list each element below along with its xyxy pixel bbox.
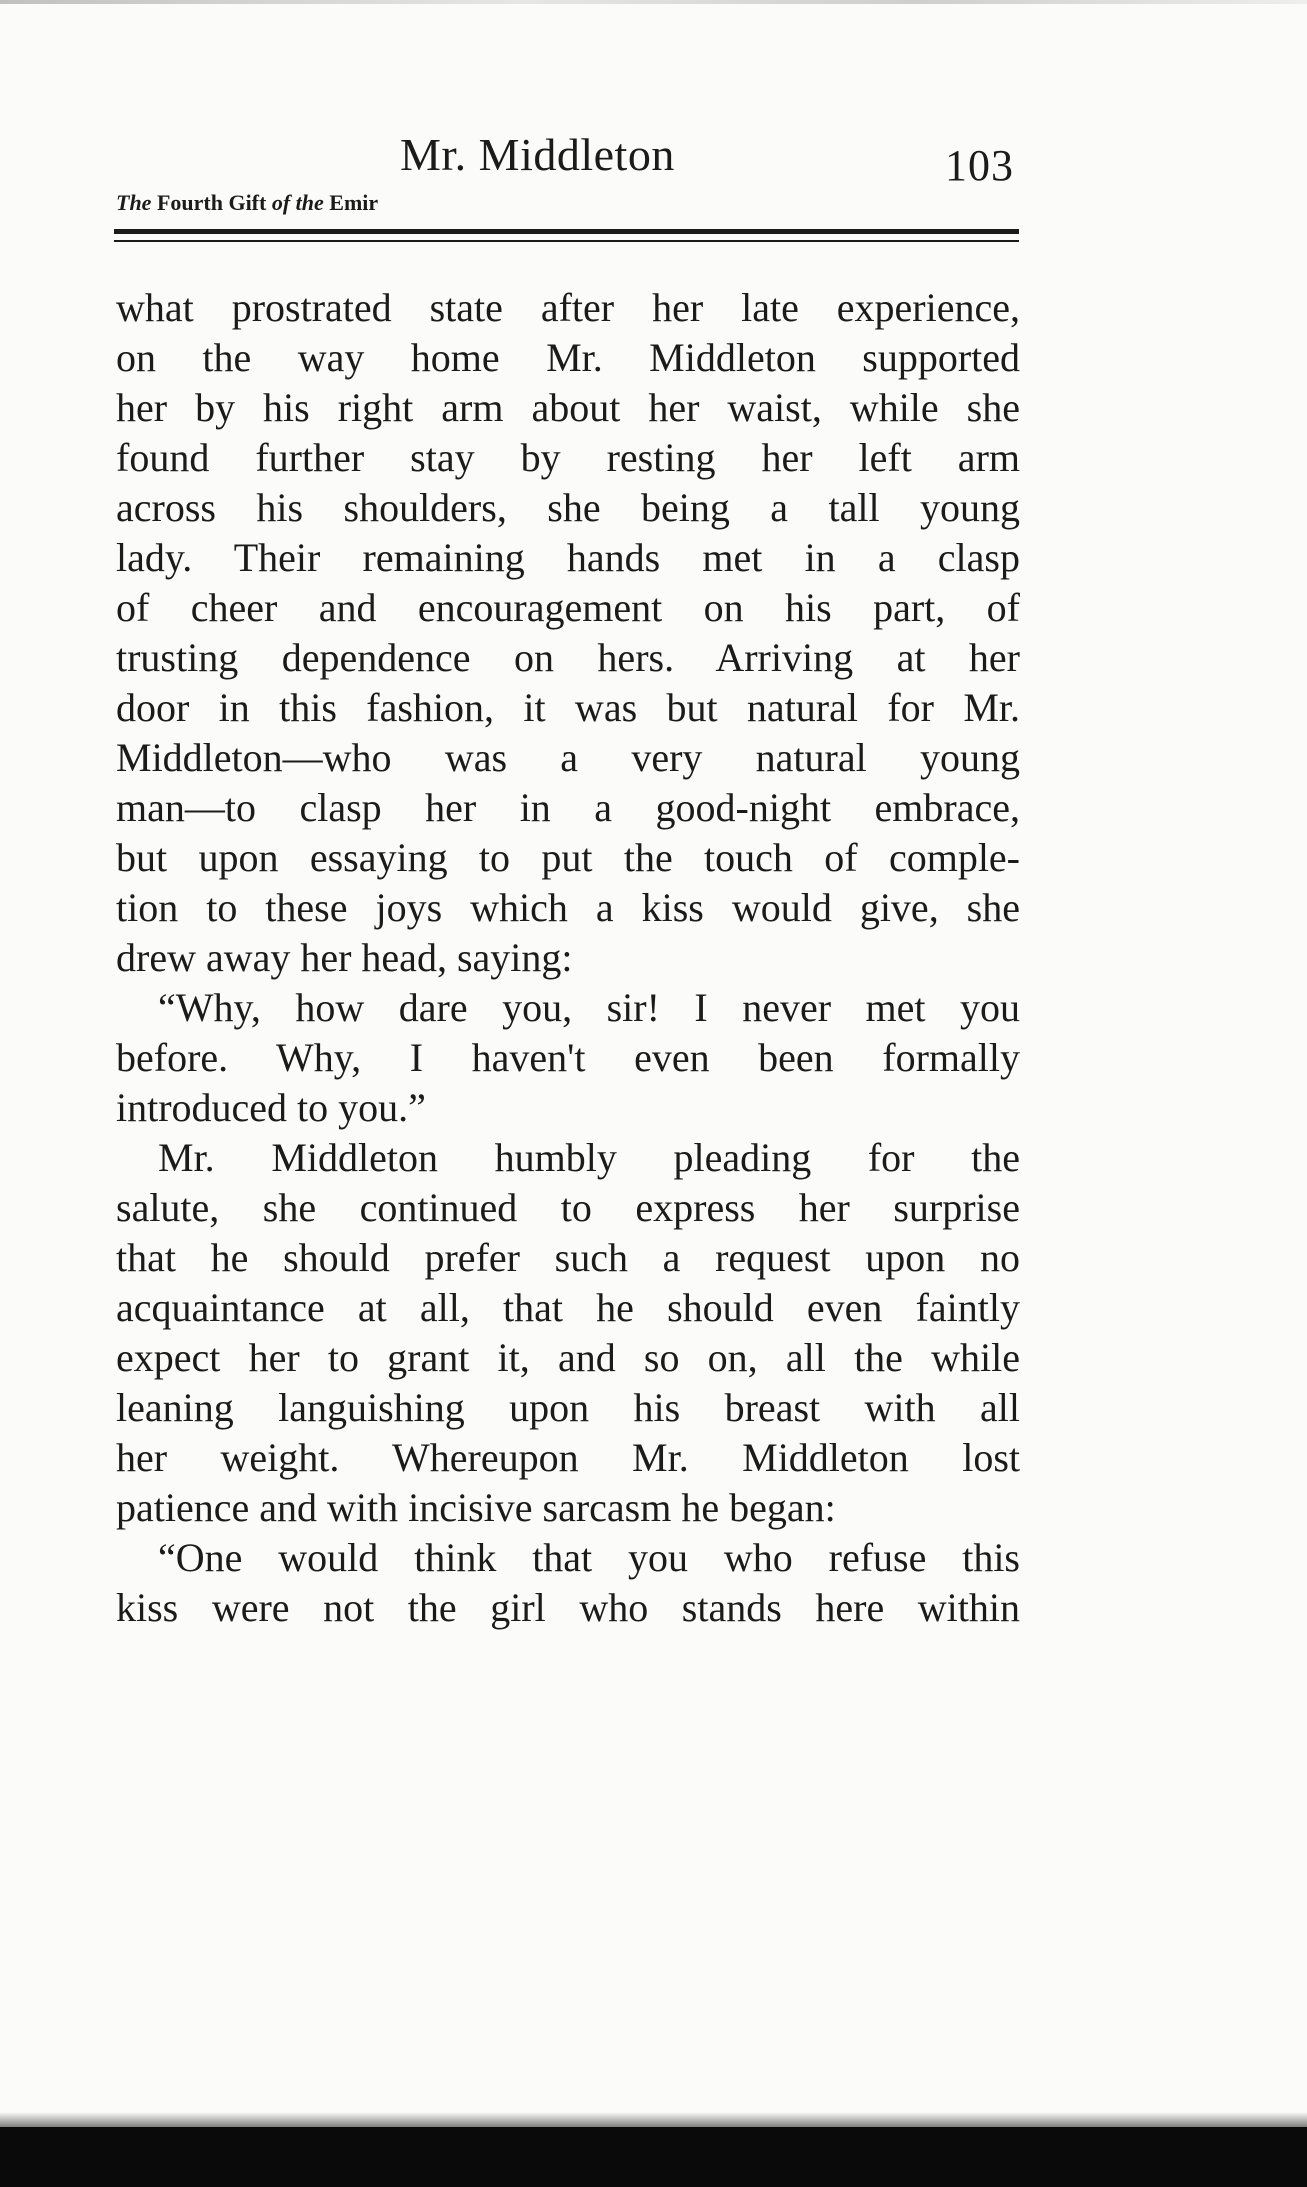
- text-line: that he should prefer such a request upon no: [116, 1235, 1020, 1280]
- section-subtitle: [116, 190, 378, 216]
- text-line: introduced to you.”: [116, 1085, 426, 1130]
- text-line: kiss were not the girl who stands here within: [116, 1585, 1020, 1630]
- text-line: Middleton—who was a very natural young: [116, 735, 1020, 780]
- text-line: patience and with incisive sarcasm he began:: [116, 1485, 836, 1530]
- text-line: door in this fashion, it was but natural for Mr.: [116, 685, 1020, 730]
- text-line: trusting dependence on hers. Arriving at her: [116, 635, 1020, 680]
- text-line: salute, she continued to express her surprise: [116, 1185, 1020, 1230]
- subtitle-of-the: of the: [271, 190, 324, 215]
- text-line: “Why, how dare you, sir! I never met you: [158, 985, 1020, 1030]
- text-line: tion to these joys which a kiss would give, she: [116, 885, 1020, 930]
- header-rule-thin: [114, 240, 1019, 242]
- text-line: drew away her head, saying:: [116, 935, 573, 980]
- header-rule-thick: [114, 229, 1019, 234]
- body-text: [116, 283, 1020, 1633]
- text-line: of cheer and encouragement on his part, of: [116, 585, 1020, 630]
- page-number: 103: [945, 141, 1014, 190]
- text-line: lady. Their remaining hands met in a clasp: [116, 535, 1020, 580]
- text-line: before. Why, I haven't even been formally: [116, 1035, 1020, 1080]
- text-line: expect her to grant it, and so on, all the while: [116, 1335, 1020, 1380]
- running-title: Mr. Middleton: [400, 129, 675, 180]
- text-line: leaning languishing upon his breast with all: [116, 1385, 1020, 1430]
- text-line: “One would think that you who refuse this: [158, 1535, 1020, 1580]
- page-top-edge: [0, 0, 1307, 4]
- subtitle-emir: Emir: [329, 190, 379, 215]
- text-line: man—to clasp her in a good-night embrace,: [116, 785, 1020, 830]
- text-line: Mr. Middleton humbly pleading for the: [158, 1135, 1020, 1180]
- text-line: found further stay by resting her left arm: [116, 435, 1020, 480]
- text-line: on the way home Mr. Middleton supported: [116, 335, 1020, 380]
- text-line: her weight. Whereupon Mr. Middleton lost: [116, 1435, 1020, 1480]
- subtitle-the: The: [116, 190, 152, 215]
- scan-bottom-fade: [0, 2112, 1307, 2128]
- text-line: what prostrated state after her late experience,: [116, 285, 1020, 330]
- subtitle-fourth-gift: Fourth Gift: [156, 190, 267, 215]
- text-line: across his shoulders, she being a tall young: [116, 485, 1020, 530]
- text-line: but upon essaying to put the touch of comple-: [116, 835, 1020, 880]
- text-line: her by his right arm about her waist, while she: [116, 385, 1020, 430]
- text-line: acquaintance at all, that he should even faintly: [116, 1285, 1020, 1330]
- scan-bottom-band: [0, 2127, 1307, 2187]
